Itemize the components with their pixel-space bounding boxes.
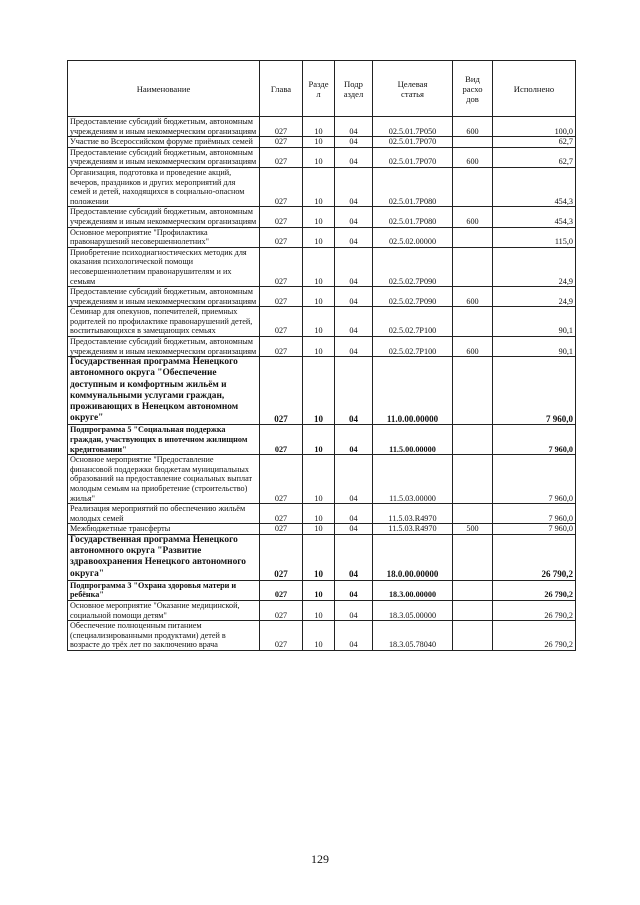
cell-glava: 027 (260, 117, 303, 137)
table-row (68, 357, 576, 425)
table-row (68, 455, 576, 504)
cell-vid: 600 (453, 117, 493, 137)
cell-podrazdel: 04 (335, 535, 373, 581)
cell-amount: 7 960,0 (493, 504, 576, 524)
cell-glava: 027 (260, 580, 303, 600)
cell-podrazdel: 04 (335, 117, 373, 137)
cell-target: 18.3.05.78040 (373, 621, 453, 651)
cell-vid: 600 (453, 337, 493, 357)
header-done: Исполнено (493, 61, 576, 117)
cell-razdel: 10 (303, 307, 335, 337)
cell-target: 11.5.03.00000 (373, 455, 453, 504)
table-row (68, 147, 576, 167)
cell-razdel: 10 (303, 425, 335, 455)
cell-amount: 26 790,2 (493, 601, 576, 621)
cell-vid: 500 (453, 524, 493, 535)
cell-amount: 26 790,2 (493, 535, 576, 581)
table-row (68, 117, 576, 137)
table-row (68, 247, 576, 286)
cell-razdel: 10 (303, 207, 335, 227)
cell-name: Государственная программа Ненецкого автономного округа "Обеспечение доступным и комфортным жильём и коммунальными услугами граждан, проживающих в Ненецком автономном округе" (68, 357, 260, 425)
cell-amount: 7 960,0 (493, 425, 576, 455)
cell-target: 02.5.02.7Р100 (373, 337, 453, 357)
cell-target: 11.5.03.R4970 (373, 524, 453, 535)
cell-amount: 24,9 (493, 247, 576, 286)
cell-glava: 027 (260, 357, 303, 425)
cell-vid (453, 504, 493, 524)
table-row (68, 535, 576, 581)
cell-glava: 027 (260, 425, 303, 455)
table-header-row (68, 61, 576, 117)
cell-name: Организация, подготовка и проведение акций, вечеров, праздников и других мероприятий для семей и детей, находящихся в социально-опасном положении (68, 167, 260, 206)
cell-amount: 62,7 (493, 147, 576, 167)
cell-name: Государственная программа Ненецкого автономного округа "Развитие здравоохранения Ненецкого автономного округа" (68, 535, 260, 581)
header-vid: Вид расхо дов (453, 61, 493, 117)
cell-name: Участие во Всероссийском форуме приёмных семей (68, 137, 260, 148)
cell-target: 18.3.00.00000 (373, 580, 453, 600)
cell-target: 11.5.00.00000 (373, 425, 453, 455)
cell-glava: 027 (260, 621, 303, 651)
cell-glava: 027 (260, 247, 303, 286)
header-glava: Глава (260, 61, 303, 117)
cell-name: Предоставление субсидий бюджетным, автономным учреждениям и иным некоммерческим организациям (68, 117, 260, 137)
cell-amount: 90,1 (493, 337, 576, 357)
cell-podrazdel: 04 (335, 455, 373, 504)
cell-razdel: 10 (303, 357, 335, 425)
cell-target: 02.5.01.7Р050 (373, 117, 453, 137)
cell-podrazdel: 04 (335, 137, 373, 148)
cell-glava: 027 (260, 137, 303, 148)
cell-razdel: 10 (303, 524, 335, 535)
cell-glava: 027 (260, 167, 303, 206)
cell-razdel: 10 (303, 337, 335, 357)
cell-name: Межбюджетные трансферты (68, 524, 260, 535)
table-row (68, 425, 576, 455)
table-row (68, 307, 576, 337)
cell-vid (453, 601, 493, 621)
cell-razdel: 10 (303, 227, 335, 247)
cell-podrazdel: 04 (335, 337, 373, 357)
cell-target: 18.3.05.00000 (373, 601, 453, 621)
cell-glava: 027 (260, 147, 303, 167)
cell-glava: 027 (260, 337, 303, 357)
cell-vid (453, 621, 493, 651)
budget-table (67, 60, 576, 651)
header-target: Целевая статья (373, 61, 453, 117)
cell-amount: 26 790,2 (493, 621, 576, 651)
cell-name: Подпрограмма 5 "Социальная поддержка граждан, участвующих в ипотечном жилищном кредитовании" (68, 425, 260, 455)
table-body (68, 117, 576, 651)
cell-podrazdel: 04 (335, 247, 373, 286)
cell-amount: 24,9 (493, 287, 576, 307)
table-row (68, 580, 576, 600)
cell-podrazdel: 04 (335, 621, 373, 651)
cell-name: Основное мероприятие "Профилактика правонарушений несовершеннолетних" (68, 227, 260, 247)
cell-vid (453, 227, 493, 247)
cell-name: Предоставление субсидий бюджетным, автономным учреждениям и иным некоммерческим организациям (68, 207, 260, 227)
cell-vid (453, 307, 493, 337)
cell-vid (453, 137, 493, 148)
cell-podrazdel: 04 (335, 504, 373, 524)
cell-glava: 027 (260, 455, 303, 504)
cell-name: Реализация мероприятий по обеспечению жильём молодых семей (68, 504, 260, 524)
cell-target: 02.5.01.7Р070 (373, 137, 453, 148)
cell-razdel: 10 (303, 535, 335, 581)
cell-vid (453, 455, 493, 504)
cell-name: Предоставление субсидий бюджетным, автономным учреждениям и иным некоммерческим организациям (68, 287, 260, 307)
cell-razdel: 10 (303, 504, 335, 524)
cell-razdel: 10 (303, 167, 335, 206)
cell-target: 02.5.02.7Р090 (373, 247, 453, 286)
cell-vid (453, 247, 493, 286)
cell-amount: 62,7 (493, 137, 576, 148)
cell-razdel: 10 (303, 137, 335, 148)
cell-glava: 027 (260, 227, 303, 247)
table-row (68, 524, 576, 535)
cell-target: 02.5.01.7Р070 (373, 147, 453, 167)
cell-podrazdel: 04 (335, 357, 373, 425)
cell-podrazdel: 04 (335, 601, 373, 621)
table-row (68, 601, 576, 621)
table-row (68, 167, 576, 206)
cell-podrazdel: 04 (335, 207, 373, 227)
cell-vid: 600 (453, 147, 493, 167)
cell-podrazdel: 04 (335, 227, 373, 247)
cell-podrazdel: 04 (335, 580, 373, 600)
cell-name: Предоставление субсидий бюджетным, автономным учреждениям и иным некоммерческим организациям (68, 147, 260, 167)
cell-vid (453, 357, 493, 425)
cell-razdel: 10 (303, 455, 335, 504)
cell-razdel: 10 (303, 580, 335, 600)
cell-target: 02.5.02.7Р100 (373, 307, 453, 337)
header-name: Наименование (68, 61, 260, 117)
page-number: 129 (311, 852, 329, 866)
cell-glava: 027 (260, 601, 303, 621)
cell-name: Подпрограмма 3 "Охрана здоровья матери и ребёнка" (68, 580, 260, 600)
cell-name: Обеспечение полноценным питанием (специализированными продуктами) детей в возрасте до трёх лет по заключению врача (68, 621, 260, 651)
header-razdel: Разде л (303, 61, 335, 117)
cell-name: Семинар для опекунов, попечителей, приемных родителей по профилактике правонарушений детей, воспитывающихся в замещающих семьях (68, 307, 260, 337)
header-podrazdel: Подр аздел (335, 61, 373, 117)
cell-vid: 600 (453, 207, 493, 227)
cell-glava: 027 (260, 307, 303, 337)
cell-target: 02.5.02.00000 (373, 227, 453, 247)
cell-glava: 027 (260, 287, 303, 307)
cell-target: 11.0.00.00000 (373, 357, 453, 425)
cell-amount: 90,1 (493, 307, 576, 337)
cell-target: 02.5.01.7Р080 (373, 167, 453, 206)
cell-razdel: 10 (303, 247, 335, 286)
cell-podrazdel: 04 (335, 287, 373, 307)
cell-amount: 7 960,0 (493, 357, 576, 425)
cell-amount: 100,0 (493, 117, 576, 137)
cell-target: 02.5.01.7Р080 (373, 207, 453, 227)
cell-podrazdel: 04 (335, 307, 373, 337)
cell-podrazdel: 04 (335, 524, 373, 535)
cell-name: Основное мероприятие "Оказание медицинской, социальной помощи детям" (68, 601, 260, 621)
cell-name: Приобретение психодиагностических методик для оказания психологической помощи несовершеннолетним правонарушителям и их семьям (68, 247, 260, 286)
cell-glava: 027 (260, 524, 303, 535)
cell-glava: 027 (260, 535, 303, 581)
cell-razdel: 10 (303, 117, 335, 137)
cell-amount: 7 960,0 (493, 524, 576, 535)
cell-name: Предоставление субсидий бюджетным, автономным учреждениям и иным некоммерческим организациям (68, 337, 260, 357)
cell-target: 02.5.02.7Р090 (373, 287, 453, 307)
cell-vid (453, 535, 493, 581)
cell-amount: 454,3 (493, 207, 576, 227)
table-row (68, 137, 576, 148)
table-row (68, 337, 576, 357)
table-row (68, 287, 576, 307)
cell-amount: 26 790,2 (493, 580, 576, 600)
cell-target: 11.5.03.R4970 (373, 504, 453, 524)
table-row (68, 207, 576, 227)
cell-podrazdel: 04 (335, 167, 373, 206)
table-row (68, 227, 576, 247)
cell-razdel: 10 (303, 621, 335, 651)
cell-amount: 7 960,0 (493, 455, 576, 504)
cell-target: 18.0.00.00000 (373, 535, 453, 581)
cell-vid (453, 580, 493, 600)
cell-vid (453, 167, 493, 206)
cell-vid: 600 (453, 287, 493, 307)
cell-glava: 027 (260, 504, 303, 524)
cell-glava: 027 (260, 207, 303, 227)
cell-razdel: 10 (303, 147, 335, 167)
cell-amount: 454,3 (493, 167, 576, 206)
cell-amount: 115,0 (493, 227, 576, 247)
cell-razdel: 10 (303, 287, 335, 307)
cell-vid (453, 425, 493, 455)
cell-razdel: 10 (303, 601, 335, 621)
cell-podrazdel: 04 (335, 425, 373, 455)
cell-name: Основное мероприятие "Предоставление финансовой поддержки бюджетам муниципальных образований на предоставление социальных выплат молодым семьям на приобретение (строительство) жилья" (68, 455, 260, 504)
table-row (68, 504, 576, 524)
table-row (68, 621, 576, 651)
cell-podrazdel: 04 (335, 147, 373, 167)
